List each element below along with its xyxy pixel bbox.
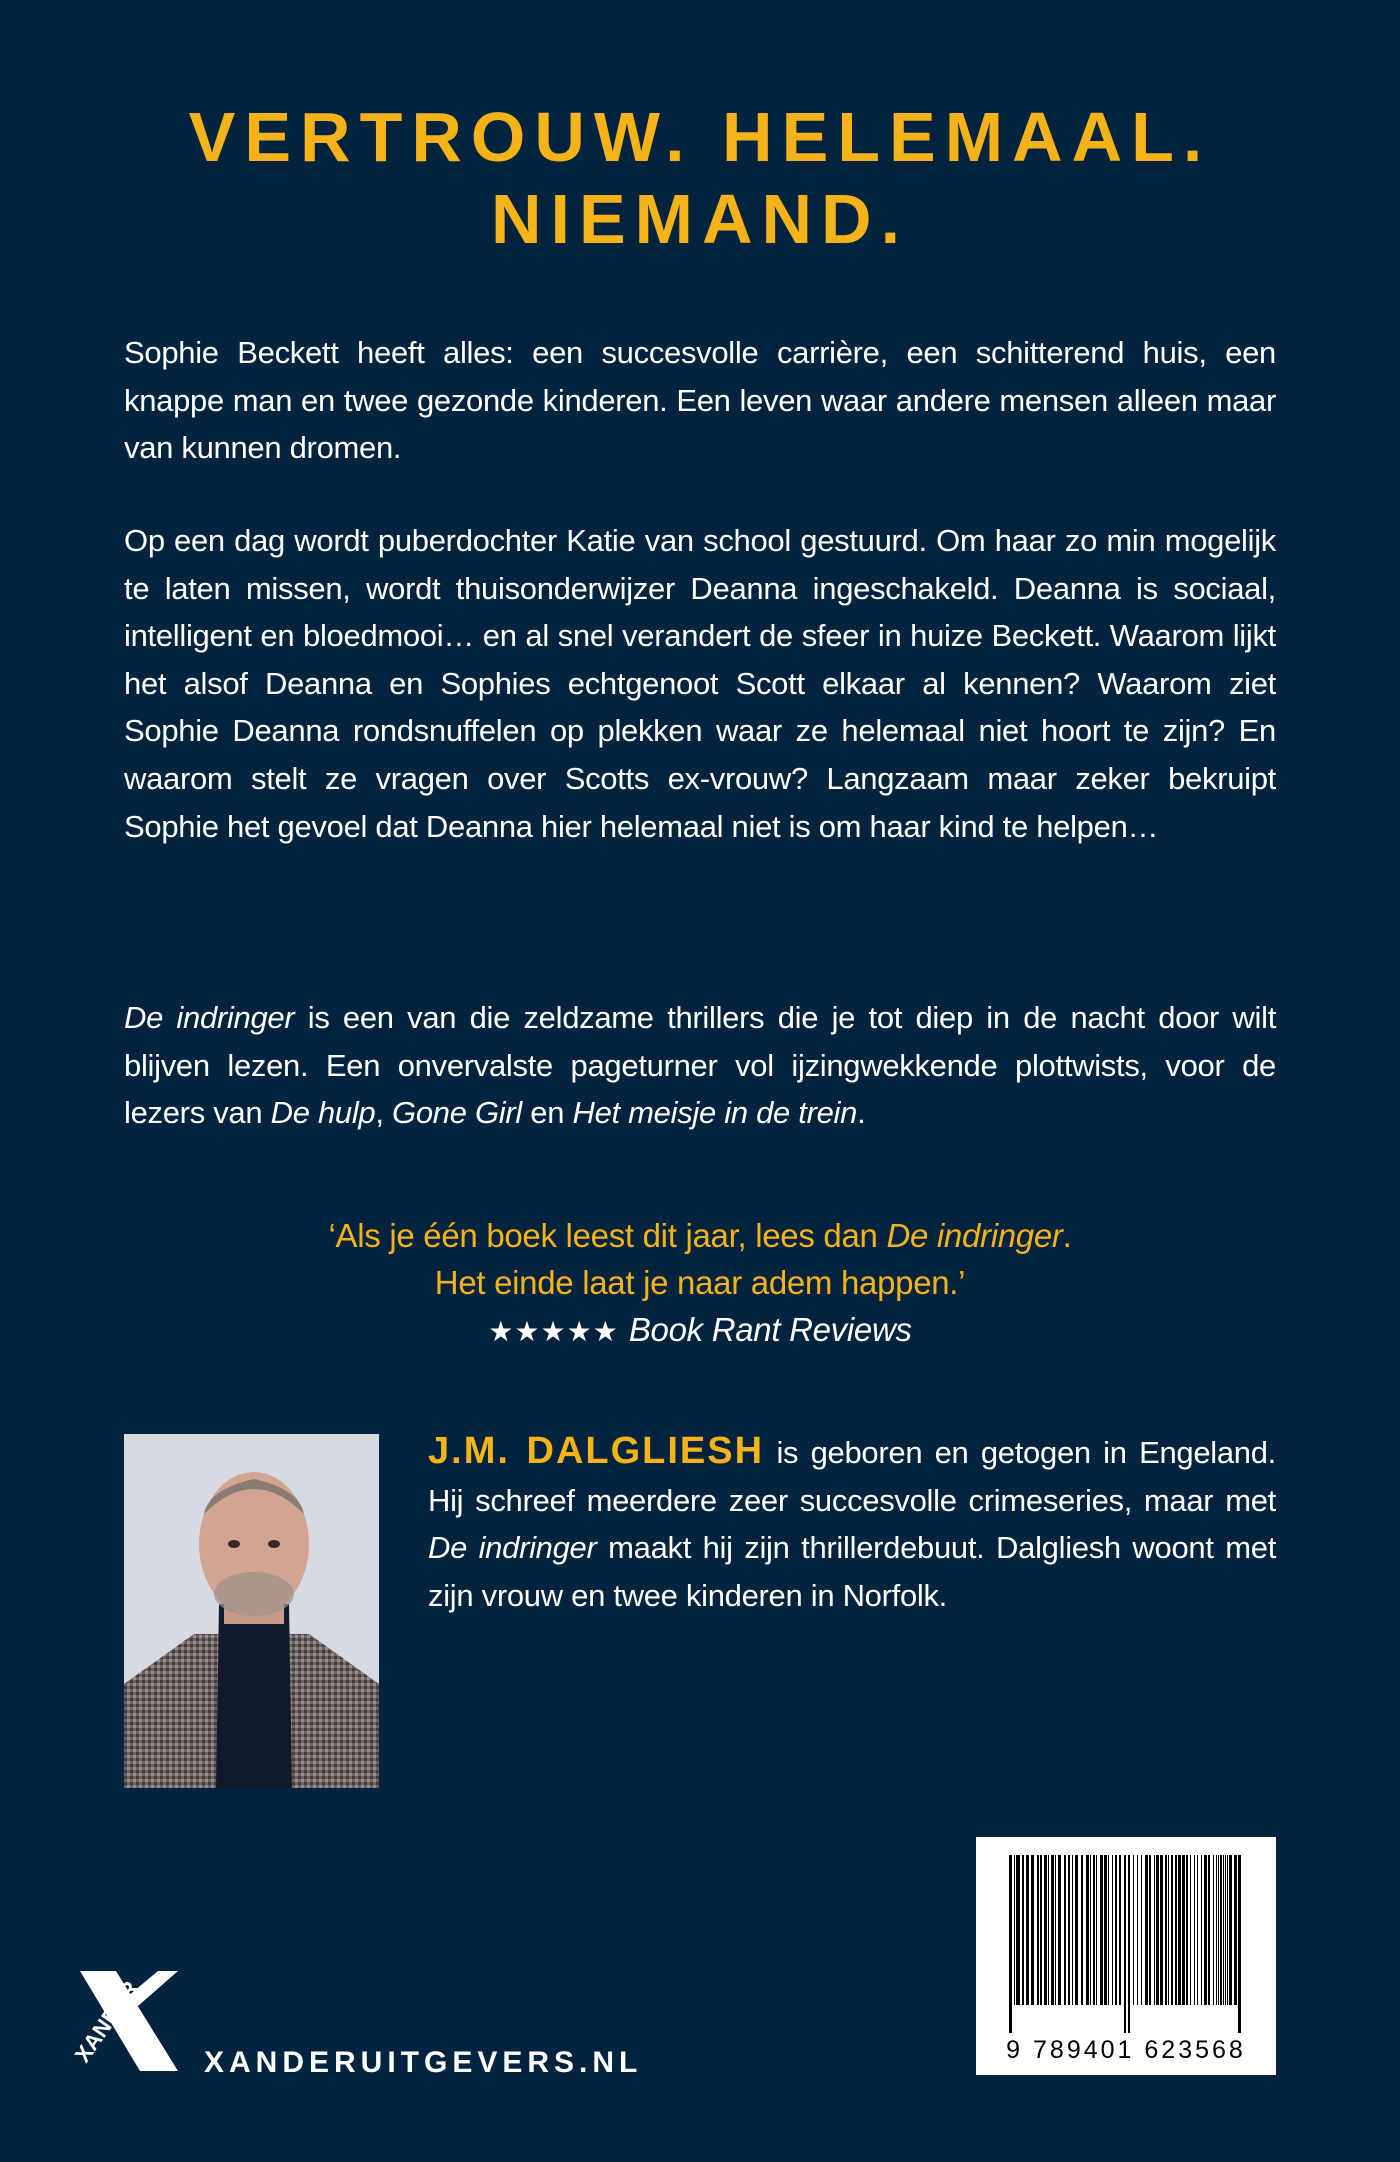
quote-text: ‘Als je één boek leest dit jaar, lees dan [328,1217,887,1254]
author-photo [124,1434,379,1788]
author-bio [428,1428,1276,1619]
logo-text: XANDER [69,1976,144,2067]
publisher-website-link[interactable]: XANDERUITGEVERS.NL [204,2046,643,2079]
isbn-barcode [976,1837,1276,2075]
barcode-bars [1009,1855,1245,2033]
barcode-bar [1124,1855,1126,2033]
quote-attribution [488,1311,911,1348]
barcode-bar [1064,1855,1066,2005]
blurb-text: , [375,1095,393,1131]
barcode-bar [1009,1855,1012,2033]
barcode-bar [1022,1855,1024,2005]
barcode-bar [1154,1855,1155,2005]
barcode-bar [1081,1855,1083,2005]
blurb-text: Sophie Beckett heeft alles: een succesvolle carrière, een schitterend huis, een knappe man en twee gezonde kinderen. Een leven waar andere mensen alleen maar van kunnen dromen. [124,335,1276,466]
quote-source: Book Rant Reviews [628,1311,912,1348]
blurb-text: Op een dag wordt puberdochter Katie van school gestuurd. Om haar zo min mogelijk te laten missen, wordt thuisonderwijzer Deanna ingeschakeld. Deanna is sociaal, intelligent en bloedmooi… en al snel verandert de sfeer in huize Beckett. Waarom lijkt het alsof Deanna en Sophies echtgenoot Scott elkaar al kennen? Waarom ziet Sophie Deanna rondsnuffelen op plekken waar ze helemaal niet hoort te zijn? En waarom stelt ze vragen over Scotts ex-vrouw? Langzaam maar zeker bekruipt Sophie het gevoel dat Deanna hier helemaal niet is om haar kind te helpen… [124,523,1276,844]
barcode-bar [1216,1855,1217,2005]
barcode-bar [1182,1855,1185,2005]
barcode-bar [1160,1855,1163,2005]
barcode-bar [1201,1855,1202,2005]
barcode-bar [1051,1855,1054,2005]
blurb-text: is een van die zeldzame thrillers die je tot diep in de nacht door wilt blijven lezen. Een onvervalste pageturner vol ijzingwekkende plottwists, voor de lezers van [124,1000,1277,1131]
bio-text: maakt hij zijn thrillerdebuut. Dalgliesh woont met zijn vrouw en twee kinderen in Norfolk. [428,1530,1277,1613]
barcode-bar [1220,1855,1222,2005]
barcode-bar [1112,1855,1113,2005]
blurb-paragraph-3 [124,994,1276,1137]
barcode-bar [1093,1855,1095,2005]
barcode-bar [1234,1855,1237,2005]
barcode-bar [1090,1855,1091,2005]
isbn-number: 9 789401 623568 [1006,2036,1246,2064]
barcode-bar [1145,1855,1148,2005]
barcode-bar [1040,1855,1042,2005]
quote-text: . [1062,1217,1072,1254]
book-title: Het meisje in de trein [572,1095,858,1131]
blurb-paragraph-2 [124,517,1276,850]
barcode-bar [1068,1855,1070,2005]
book-title: De hulp [270,1095,376,1131]
barcode-bar [1165,1855,1167,2005]
bio-book-title: De indringer [428,1530,597,1566]
barcode-bar [1178,1855,1181,2005]
barcode-bar [1175,1855,1177,2005]
barcode-bar [1075,1855,1078,2005]
barcode-bar [1229,1855,1232,2005]
barcode-bar [1168,1855,1169,2005]
barcode-bar [1137,1855,1138,2005]
blurb-paragraph-1 [124,329,1276,472]
quote-line-2: Het einde laat je naar adem happen.’ [434,1264,966,1301]
barcode-bar [1171,1855,1173,2005]
author-name: J.M. DALGLIESH [428,1430,765,1472]
barcode-bar [1218,1855,1219,2005]
bio-text: is geboren en getogen in Engeland. Hij schreef meerdere zeer succesvolle crimeseries, maar met [428,1435,1276,1518]
barcode-bar [1208,1855,1210,2005]
review-quote [0,1212,1400,1355]
barcode-bar [1044,1855,1047,2005]
barcode-bar [1014,1855,1015,2005]
barcode-bar [1190,1855,1191,2005]
barcode-bar [1156,1855,1159,2005]
barcode-bar [1072,1855,1073,2005]
barcode-bar [1108,1855,1109,2005]
barcode-bar [1048,1855,1049,2005]
barcode-bar [1096,1855,1097,2005]
barcode-bar [1115,1855,1117,2005]
barcode-bar [1128,1855,1130,2033]
barcode-bar [1016,1855,1020,2005]
book-title: Gone Girl [392,1095,522,1131]
barcode-bar [1238,1855,1241,2033]
barcode-bar [1197,1855,1198,2005]
barcode-bar [1119,1855,1121,2005]
quote-book-title: De indringer [886,1217,1063,1254]
headline-line-1: VERTROUW. HELEMAAL. [188,98,1212,176]
blurb-text: . [857,1095,866,1131]
barcode-bar [1227,1855,1228,2005]
barcode-bar [1194,1855,1195,2005]
book-title: De indringer [124,1000,295,1035]
barcode-bar [1223,1855,1224,2005]
barcode-bar [1058,1855,1061,2005]
barcode-bar [1133,1855,1134,2005]
quote-line-1 [0,1212,1400,1259]
barcode-bar [1141,1855,1142,2005]
barcode-bar [1204,1855,1207,2005]
barcode-bar [1037,1855,1039,2005]
headline [0,96,1400,260]
barcode-bar [1086,1855,1089,2005]
barcode-bar [1100,1855,1103,2005]
xander-logo-icon [69,1966,182,2076]
star-rating-icon: ★★★★★ [488,1316,619,1347]
barcode-bar [1225,1855,1226,2005]
barcode-bar [1104,1855,1107,2005]
blurb-text: en [521,1095,573,1131]
barcode-bar [1055,1855,1056,2005]
barcode-bar [1149,1855,1151,2005]
barcode-bar [1031,1855,1034,2005]
barcode-bar [1213,1855,1214,2005]
headline-line-2: NIEMAND. [490,180,910,258]
barcode-bar [1186,1855,1188,2005]
barcode-bar [1026,1855,1029,2005]
